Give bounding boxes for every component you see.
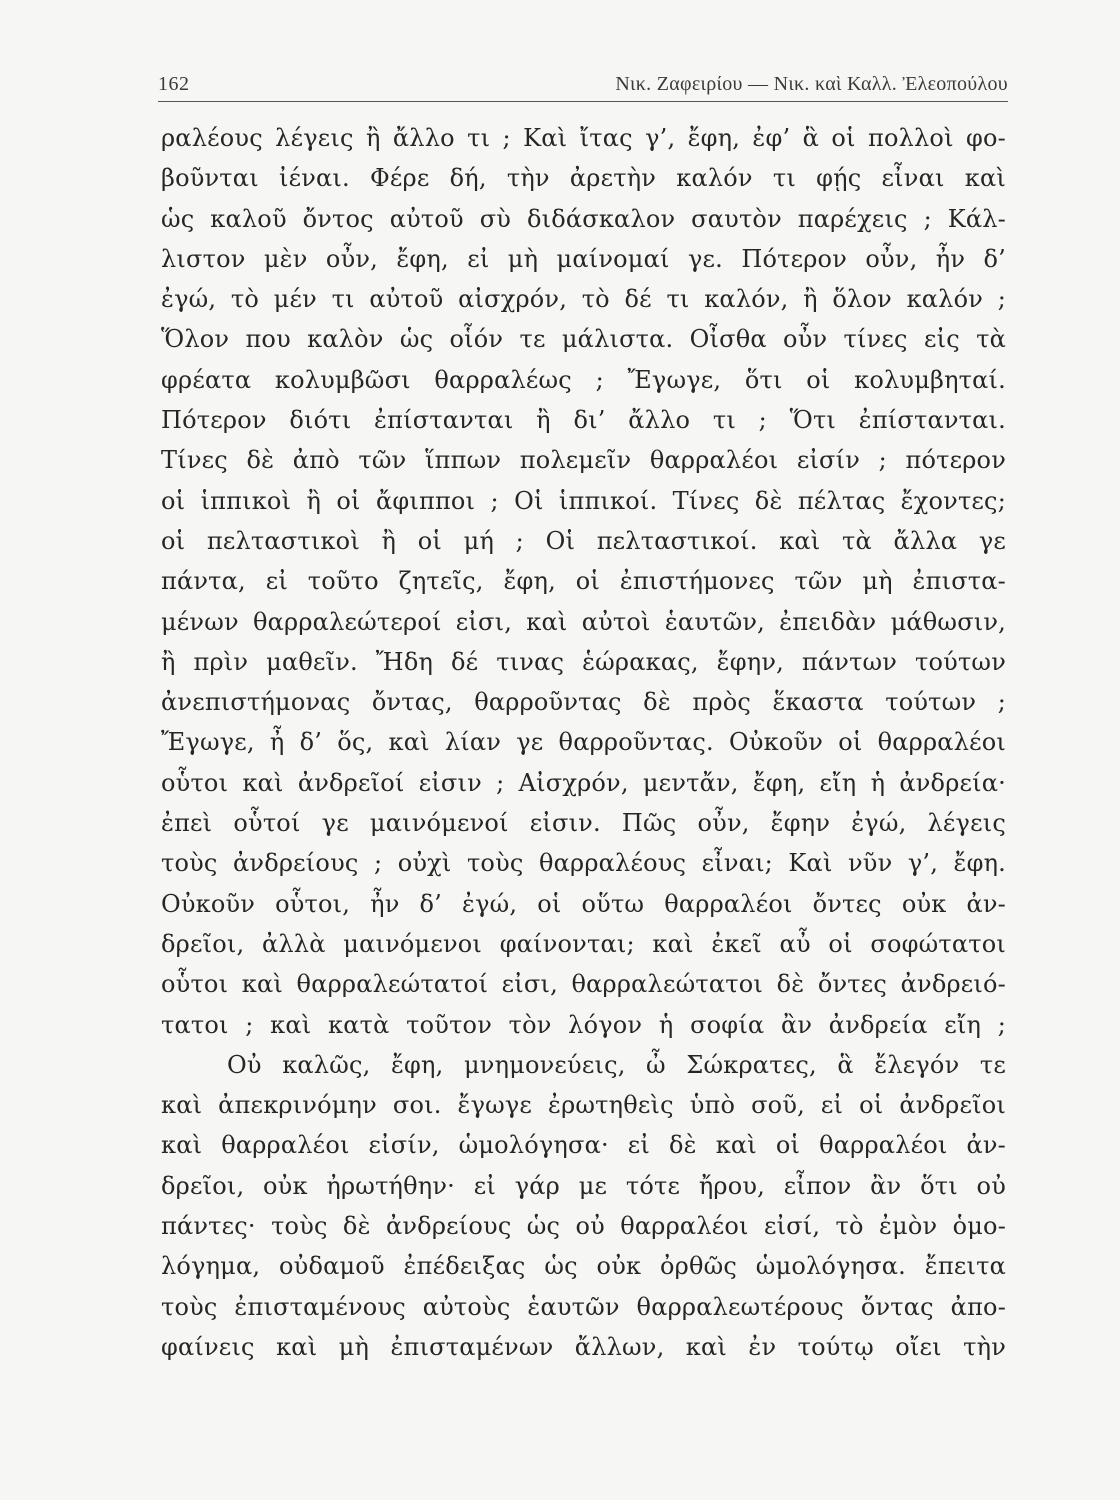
text-line: ἐγώ, τὸ μέν τι αὐτοῦ αἰσχρόν, τὸ δέ τι καλόν, ἢ ὅλον καλόν ; <box>161 285 1006 314</box>
text-line: δρεῖοι, ἀλλὰ μαινόμενοι φαίνονται; καὶ ἐκεῖ αὖ οἱ σοφώτατοι <box>161 929 1006 958</box>
text-line: λόγημα, οὐδαμοῦ ἐπέδειξας ὡς οὐκ ὀρθῶς ὡμολόγησα. ἔπειτα <box>161 1252 1006 1281</box>
text-line: καὶ θαρραλέοι εἰσίν, ὡμολόγησα· εἰ δὲ καὶ οἱ θαρραλέοι ἀν- <box>161 1131 1006 1160</box>
text-line: ὡς καλοῦ ὄντος αὐτοῦ σὺ διδάσκαλον σαυτὸν παρέχεις ; Κάλ- <box>161 204 1006 233</box>
text-line: δρεῖοι, οὐκ ἠρωτήθην· εἰ γάρ με τότε ἤρου, εἶπον ἂν ὅτι οὐ <box>161 1171 1006 1200</box>
text-line: οὗτοι καὶ θαρραλεώτατοί εἰσι, θαρραλεώτατοι δὲ ὄντες ἀνδρειό- <box>161 970 1006 999</box>
body-text <box>161 118 1006 1367</box>
text-line: οὗτοι καὶ ἀνδρεῖοί εἰσιν ; Αἰσχρόν, μεντἄν, ἔφη, εἴη ἡ ἀνδρεία· <box>161 768 1006 797</box>
text-line: οἱ ἱππικοὶ ἢ οἱ ἄφιπποι ; Οἱ ἱππικοί. Τίνες δὲ πέλτας ἔχοντες; <box>161 486 1006 515</box>
page-header <box>158 73 1008 101</box>
running-head: Νικ. Ζαφειρίου — Νικ. καὶ Καλλ. Ἐλεοπούλου <box>615 73 1008 95</box>
text-line: τατοι ; καὶ κατὰ τοῦτον τὸν λόγον ἡ σοφία ἂν ἀνδρεία εἴη ; <box>161 1010 1006 1039</box>
text-line: ἢ πρὶν μαθεῖν. Ἤδη δέ τινας ἑώρακας, ἔφην, πάντων τούτων <box>161 647 1006 676</box>
text-line: τοὺς ἐπισταμένους αὐτοὺς ἑαυτῶν θαρραλεωτέρους ὄντας ἀπο- <box>161 1292 1006 1321</box>
text-line: μένων θαρραλεώτεροί εἰσι, καὶ αὐτοὶ ἑαυτῶν, ἐπειδὰν μάθωσιν, <box>161 607 1006 636</box>
text-line: τοὺς ἀνδρείους ; οὐχὶ τοὺς θαρραλέους εἶναι; Καὶ νῦν γ’, ἔφη. <box>161 849 1006 878</box>
text-line: Οὐκοῦν οὗτοι, ἦν δ’ ἐγώ, οἱ οὕτω θαρραλέοι ὄντες οὐκ ἀν- <box>161 889 1006 918</box>
text-line: φαίνεις καὶ μὴ ἐπισταμένων ἄλλων, καὶ ἐν τούτῳ οἴει τὴν <box>161 1332 1006 1361</box>
text-line: ἀνεπιστήμονας ὄντας, θαρροῦντας δὲ πρὸς ἕκαστα τούτων ; <box>161 688 1006 717</box>
text-line: ἐπεὶ οὗτοί γε μαινόμενοί εἰσιν. Πῶς οὖν, ἔφην ἐγώ, λέγεις <box>161 809 1006 838</box>
text-line: πάντες· τοὺς δὲ ἀνδρείους ὡς οὐ θαρραλέοι εἰσί, τὸ ἐμὸν ὁμο- <box>161 1212 1006 1241</box>
text-line-paragraph-start: Οὐ καλῶς, ἔφη, μνημονεύεις, ὦ Σώκρατες, ἃ ἔλεγόν τε <box>227 1050 1006 1079</box>
text-line: λιστον μὲν οὖν, ἔφη, εἰ μὴ μαίνομαί γε. Πότερον οὖν, ἦν δ’ <box>161 244 1006 273</box>
header-rule <box>158 101 1008 102</box>
page-number: 162 <box>158 73 190 95</box>
text-line: ραλέους λέγεις ἢ ἄλλο τι ; Καὶ ἴτας γ’, ἔφη, ἐφ’ ἃ οἱ πολλοὶ φο- <box>161 124 1006 152</box>
text-line: φρέατα κολυμβῶσι θαρραλέως ; Ἔγωγε, ὅτι οἱ κολυμβηταί. <box>161 365 1006 394</box>
text-line: καὶ ἀπεκρινόμην σοι. ἔγωγε ἐρωτηθεὶς ὑπὸ σοῦ, εἰ οἱ ἀνδρεῖοι <box>161 1091 1006 1120</box>
text-line: Ἔγωγε, ἦ δ’ ὅς, καὶ λίαν γε θαρροῦντας. Οὐκοῦν οἱ θαρραλέοι <box>161 728 1006 757</box>
text-line: Πότερον διότι ἐπίστανται ἢ δι’ ἄλλο τι ; Ὅτι ἐπίστανται. <box>161 406 1006 435</box>
text-line: Τίνες δὲ ἀπὸ τῶν ἵππων πολεμεῖν θαρραλέοι εἰσίν ; πότερον <box>161 446 1006 475</box>
text-line: οἱ πελταστικοὶ ἢ οἱ μή ; Οἱ πελταστικοί. καὶ τὰ ἄλλα γε <box>161 526 1006 555</box>
text-line: Ὅλον που καλὸν ὡς οἷόν τε μάλιστα. Οἶσθα οὖν τίνες εἰς τὰ <box>161 325 1006 354</box>
text-line: πάντα, εἰ τοῦτο ζητεῖς, ἔφη, οἱ ἐπιστήμονες τῶν μὴ ἐπιστα- <box>161 567 1006 596</box>
text-line: βοῦνται ἰέναι. Φέρε δή, τὴν ἀρετὴν καλόν τι φῄς εἶναι καὶ <box>161 164 1006 193</box>
